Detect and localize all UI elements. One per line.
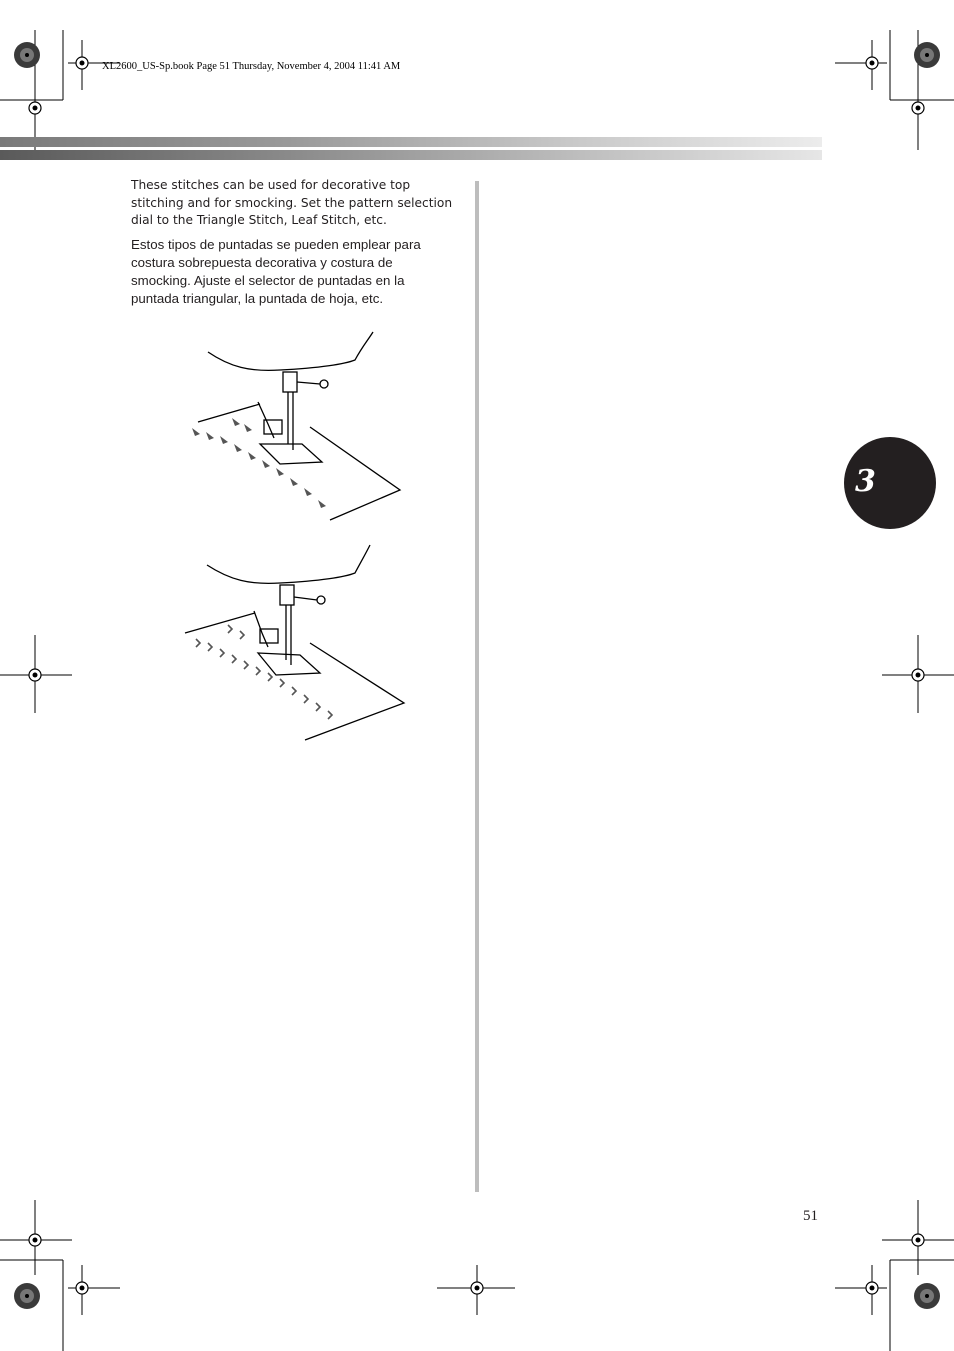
leaf-stitch-illustration [180, 545, 410, 740]
header-gradient-bar-bottom [0, 150, 822, 160]
paragraph-spanish: Estos tipos de puntadas se pueden emplear para costura sobrepuesta decorativa y costura de smocking. Ajuste el selector de puntadas en la puntada triangular, la puntada de hoja, etc. [131, 237, 421, 306]
chapter-number: 3 [855, 464, 876, 499]
triangle-stitch-illustration [180, 332, 410, 522]
header-gradient-bar-top [0, 137, 822, 147]
column-divider [475, 181, 479, 1192]
page-number: 51 [803, 1208, 818, 1224]
file-info-header: XL2600_US-Sp.book Page 51 Thursday, November 4, 2004 11:41 AM [102, 61, 401, 72]
paragraph-english: These stitches can be used for decorative top stitching and for smocking. Set the pattern selection dial to the Triangle Stitch, Leaf Stitch, etc. [131, 178, 453, 228]
